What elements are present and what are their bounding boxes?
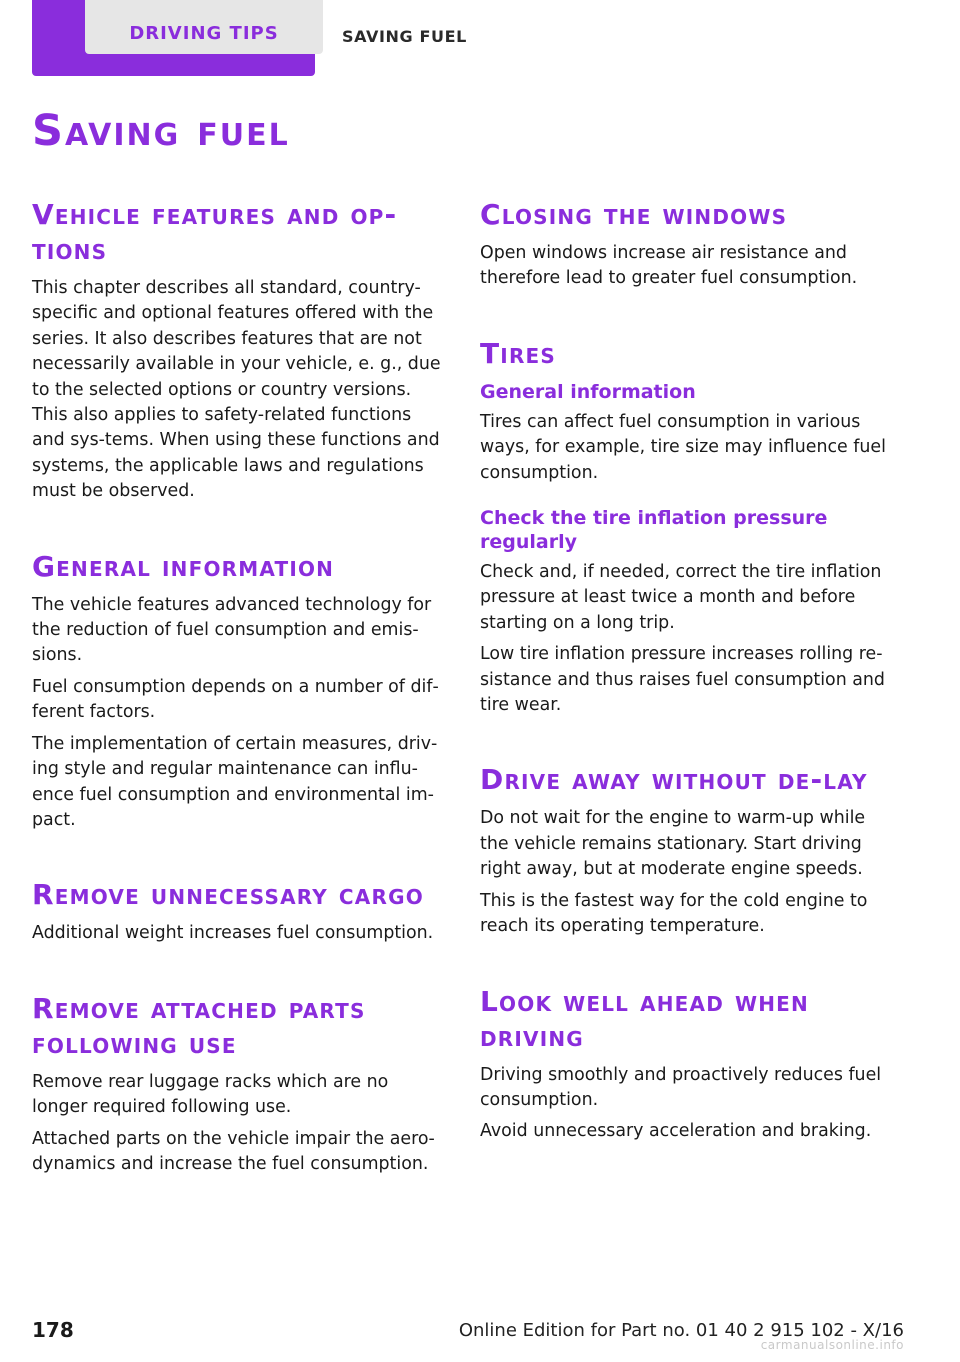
chapter-tab-label-box bbox=[85, 0, 323, 54]
right-column bbox=[480, 197, 888, 1151]
section-heading: Closing the windows bbox=[480, 198, 788, 231]
paragraph: Attached parts on the vehicle impair the aero‐dynamics and increase the fuel consumption. bbox=[32, 1128, 435, 1174]
paragraph: The vehicle features advanced technology for the reduction of fuel consumption and emis‐sions. bbox=[32, 594, 432, 666]
paragraph: Check and, if needed, correct the tire inflation pressure at least twice a month and before starting on a long trip. bbox=[480, 562, 882, 633]
paragraph: Avoid unnecessary acceleration and braking. bbox=[480, 1121, 872, 1142]
paragraph: Remove rear luggage racks which are no longer required following use. bbox=[32, 1071, 389, 1118]
breadcrumb: SAVING FUEL bbox=[342, 27, 467, 46]
section-remove-cargo bbox=[32, 877, 448, 946]
section-look-ahead bbox=[480, 984, 888, 1145]
chapter-tab bbox=[32, 0, 315, 76]
section-drive-away bbox=[480, 762, 888, 939]
page-title: Saving fuel bbox=[32, 106, 290, 156]
page-number: 178 bbox=[32, 1318, 74, 1342]
section-heading: General information bbox=[32, 549, 335, 583]
left-column bbox=[32, 197, 448, 1183]
paragraph: Driving smoothly and proactively reduces fuel consumption. bbox=[480, 1064, 882, 1110]
subsection-heading: General information bbox=[480, 380, 696, 403]
watermark: carmanualsonline.info bbox=[760, 1338, 904, 1352]
paragraph: Tires can affect fuel consumption in various ways, for example, tire size may influence fuel consumption. bbox=[480, 411, 886, 483]
paragraph: Fuel consumption depends on a number of dif‐ferent factors. bbox=[32, 676, 439, 723]
chapter-tab-label: DRIVING TIPS bbox=[129, 23, 279, 44]
paragraph: Do not wait for the engine to warm-up while the vehicle remains stationary. Start driving right away, but at moderate engine speeds. bbox=[480, 808, 866, 880]
edition-footer: Online Edition for Part no. 01 40 2 915 102 - X/16 bbox=[458, 1320, 904, 1341]
section-heading: Drive away without de‐lay bbox=[480, 763, 868, 797]
section-general-information bbox=[32, 549, 448, 834]
section-tires bbox=[480, 336, 888, 719]
paragraph: This is the fastest way for the cold engine to reach its operating temperature. bbox=[480, 890, 868, 937]
section-remove-attached-parts bbox=[32, 991, 448, 1178]
paragraph: Open windows increase air resistance and therefore lead to greater fuel consumption. bbox=[480, 243, 858, 289]
section-heading: Remove attached parts following use bbox=[32, 991, 366, 1060]
paragraph: This chapter describes all standard, country-specific and optional features offered with the series. It also describes features that are not necessarily available in your vehicle, e. g., due to the selected options or country versions. This also applies to safety-related functions and sys‐tems. When using these functions and systems, the applicable laws and regulations must be observed. bbox=[32, 278, 441, 502]
section-vehicle-features bbox=[32, 197, 448, 505]
subsection-heading: Check the tire inflation pressure regularly bbox=[480, 507, 828, 554]
paragraph: Additional weight increases fuel consumption. bbox=[32, 923, 434, 944]
section-heading: Look well ahead when driving bbox=[480, 984, 809, 1053]
section-heading: Vehicle features and op‐tions bbox=[32, 198, 398, 266]
paragraph: Low tire inflation pressure increases rolling re‐sistance and thus raises fuel consumption and tire wear. bbox=[480, 644, 885, 716]
section-closing-windows bbox=[480, 197, 888, 292]
section-heading: Remove unnecessary cargo bbox=[32, 878, 424, 912]
paragraph: The implementation of certain measures, driv‐ing style and regular maintenance can influ‐ence fuel consumption and environmental im‐pact. bbox=[32, 733, 438, 830]
section-heading: Tires bbox=[480, 336, 557, 370]
